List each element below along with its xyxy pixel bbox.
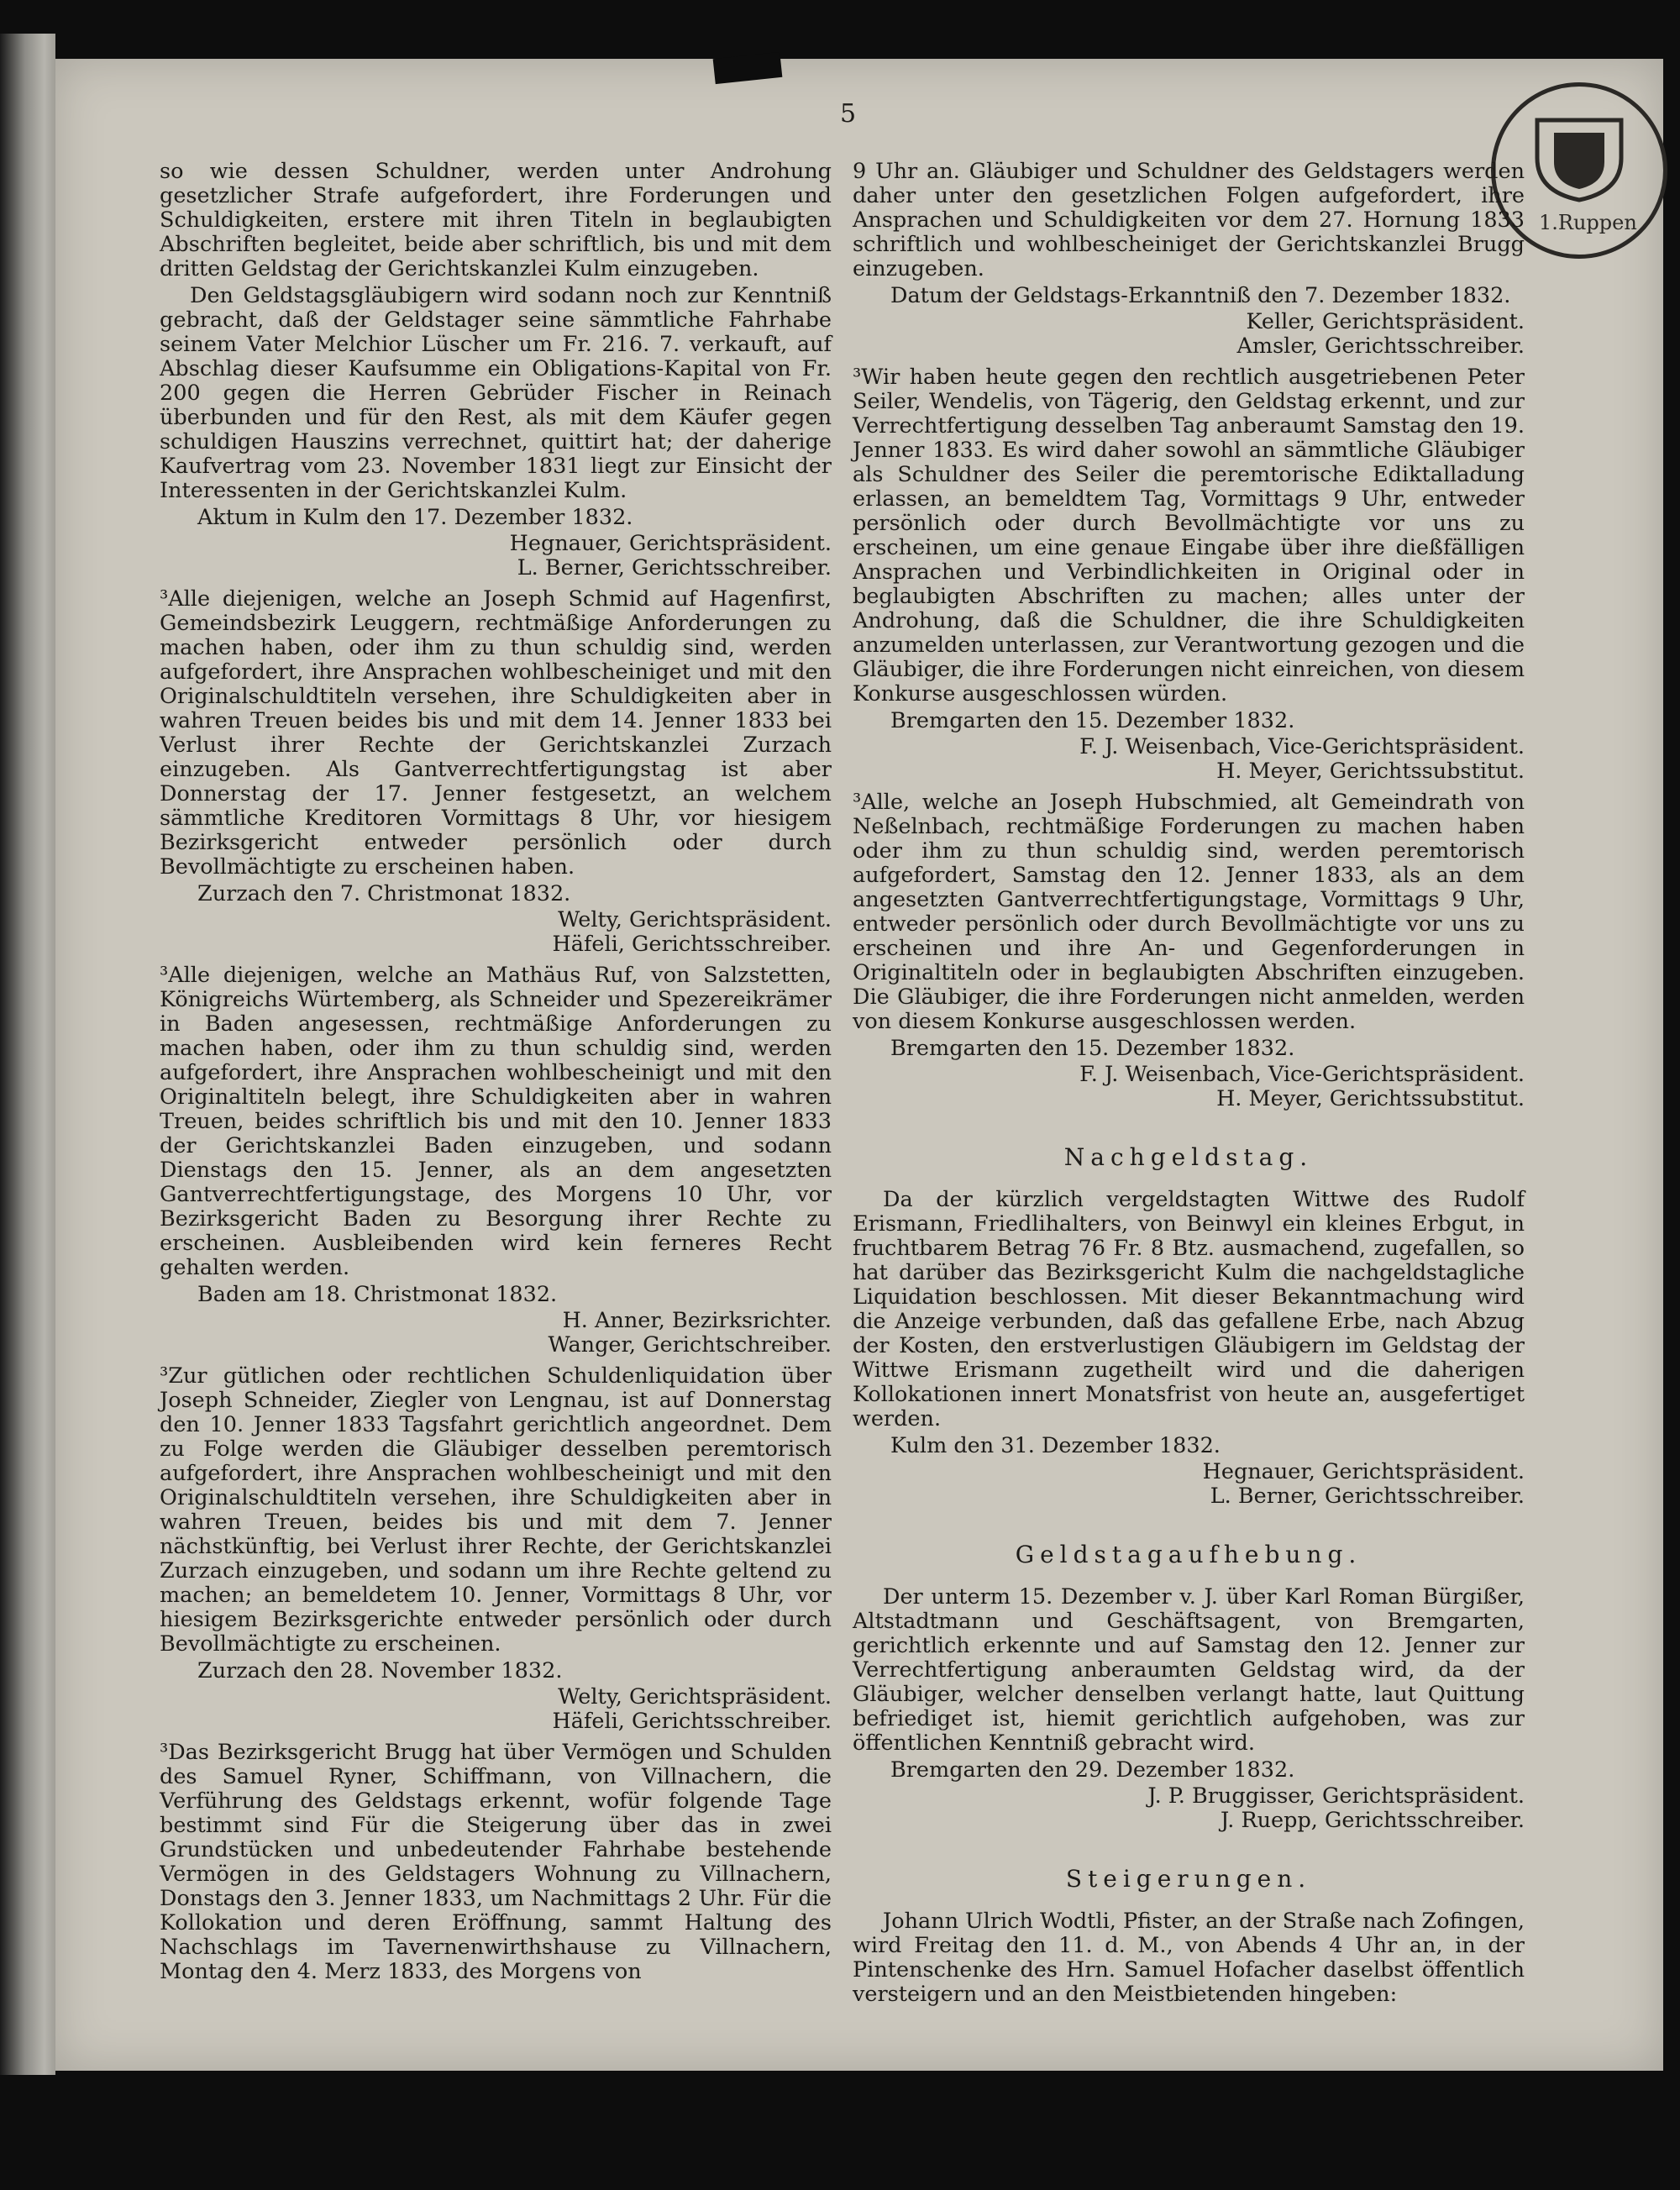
notice-paragraph: ³Alle diejenigen, welche an Mathäus Ruf, von Salzstetten, Königreichs Würtemberg, als Schneider und Spezereikrämer in Baden angesessen, rechtmäßige Anforderungen zu machen haben, oder ihm zu thun schuldig sind, werden aufgefordert, ihre Ansprachen wohlbescheinigt und mit den Originaltiteln belegt, ihre Schuldigkeiten aber in wahren Treuen, beides schriftlich bis und mit den 10. Jenner 1833 der Gerichtskanzlei Baden einzugeben, und sodann Dienstags den 15. Jenner, als an dem angesetzten Gantverrechtfertigungstage, des Morgens 10 Uhr, vor Bezirksgericht Baden zu Besorgung ihrer Rechte zu erscheinen. Ausbleibenden wird kein ferneres Recht gehalten werden.	[160, 963, 832, 1280]
notice-paragraph: ³Alle, welche an Joseph Hubschmied, alt Gemeindrath von Neßelnbach, rechtmäßige Forderungen zu machen haben oder ihm zu thun schuldig sind, werden peremtorisch aufgefordert, Samstag den 12. Jenner 1833, als an dem angesetzten Gantverrechtfertigungstage, Vormittags 9 Uhr, entweder persönlich oder durch Bevollmächtigte vor uns zu erscheinen und ihre An- und Gegenforderungen in Originaltiteln oder in beglaubigten Abschriften einzugeben. Die Gläubiger, die ihre Forderungen nicht anmelden, werden von diesem Konkurse ausgeschlossen werden.	[853, 790, 1525, 1034]
dateline: Bremgarten den 15. Dezember 1832.	[890, 1036, 1295, 1061]
paragraph: so wie dessen Schuldner, werden unter Androhung gesetzlicher Strafe aufgefordert, ihre Forderungen und Schuldigkeiten, erstere mit ihren Titeln in beglaubigten Abschriften begleitet, beide aber schriftlich, bis und mit dem dritten Geldstag der Gerichtskanzlei Kulm einzugeben.	[160, 159, 832, 281]
coat-of-arms-icon	[1520, 112, 1638, 204]
dateline: Datum der Geldstags-Erkanntniß den 7. Dezember 1832.	[890, 283, 1511, 308]
right-column	[853, 160, 1525, 2009]
paragraph: Den Geldstagsgläubigern wird sodann noch zur Kenntniß gebracht, daß der Geldstager seine sämmtliche Fahrhabe seinem Vater Melchior Lüscher um Fr. 216. 7. verkauft, auf Abschlag dieser Kaufsumme ein Obligations-Kapital von Fr. 200 gegen die Herren Gebrüder Fischer in Reinach überbunden und für den Rest, als mit dem Käufer gegen schuldigen Hauszins verrechnet, quittirt hat; der daherige Kaufvertrag vom 23. November 1831 liegt zur Einsicht der Interessenten in der Gerichtskanzlei Kulm.	[160, 283, 832, 503]
signature-line: Häfeli, Gerichtsschreiber.	[552, 932, 832, 957]
signature-line: J. P. Bruggisser, Gerichtspräsident.	[1147, 1783, 1525, 1809]
signature-line: Wanger, Gerichtschreiber.	[548, 1332, 832, 1358]
binding-edge	[0, 34, 55, 2075]
signature-line: L. Berner, Gerichtsschreiber.	[517, 555, 832, 580]
scan-background	[55, 2071, 1663, 2190]
dateline: Kulm den 31. Dezember 1832.	[890, 1433, 1221, 1458]
signature-line: J. Ruepp, Gerichtsschreiber.	[1220, 1808, 1525, 1833]
stamp-text: 1.Ruppen	[1539, 211, 1637, 234]
paragraph: Der unterm 15. Dezember v. J. über Karl Roman Bürgißer, Altstadtmann und Geschäftsagent, von Bremgarten, gerichtlich erkennte und auf Samstag den 12. Jenner zur Verrechtfertigung anberaumten Geldstag wird, da der Gläubiger, welcher denselben verlangt hatte, laut Quittung befriediget ist, hiemit gerichtlich aufgehoben, was zur öffentlichen Kenntniß gebracht wird.	[853, 1584, 1525, 1756]
signature-line: Keller, Gerichtspräsident.	[1246, 309, 1525, 334]
dateline: Zurzach den 28. November 1832.	[197, 1658, 563, 1683]
signature-line: Amsler, Gerichtsschreiber.	[1236, 333, 1525, 359]
notice-paragraph: ³Das Bezirksgericht Brugg hat über Vermögen und Schulden des Samuel Ryner, Schiffmann, von Villnachern, die Verführung des Geldstags erkennt, wofür folgende Tage bestimmt sind Für die Steigerung über das in zwei Grundstücken und unbedeutender Fahrhabe bestehende Vermögen in des Geldstagers Wohnung zu Villnachern, Donstags den 3. Jenner 1833, um Nachmittags 2 Uhr. Für die Kollokation und deren Eröffnung, sammt Haltung des Nachschlags im Tavernenwirthshause zu Villnachern, Montag den 4. Merz 1833, des Morgens von	[160, 1740, 832, 1984]
dateline: Aktum in Kulm den 17. Dezember 1832.	[197, 505, 633, 530]
dateline: Zurzach den 7. Christmonat 1832.	[197, 881, 571, 906]
page-number: 5	[840, 99, 857, 129]
signature-line: Welty, Gerichtspräsident.	[558, 907, 832, 932]
signature-line: Hegnauer, Gerichtspräsident.	[509, 531, 832, 556]
notice-paragraph: ³Zur gütlichen oder rechtlichen Schuldenliquidation über Joseph Schneider, Ziegler von Lengnau, ist auf Donnerstag den 10. Jenner 1833 Tagsfahrt gerichtlich angeordnet. Dem zu Folge werden die Gläubiger desselben peremtorisch aufgefordert, ihre Ansprachen wohlbescheinigt und mit den Originalschuldtiteln versehen, ihre Schuldigkeiten aber in wahren Treuen, beides bis und mit dem 7. Jenner nächstkünftig, bei Verlust ihrer Rechte, der Gerichtskanzlei Zurzach einzugeben, und sodann um ihre Rechte geltend zu machen; an bemeldetem 10. Jenner, Vormittags 8 Uhr, vor hiesigem Bezirksgerichte entweder persönlich oder durch Bevollmächtigte zu erscheinen.	[160, 1363, 832, 1657]
notice-paragraph: ³Wir haben heute gegen den rechtlich ausgetriebenen Peter Seiler, Wendelis, von Tägerig, den Geldstag erkennt, und zur Verrechtfertigung desselben Tag anberaumt Samstag den 19. Jenner 1833. Es wird daher sowohl an sämmtliche Gläubiger als Schuldner des Seiler die peremtorische Ediktalladung erlassen, an bemeldtem Tag, Vormittags 9 Uhr, entweder persönlich oder durch Bevollmächtigte vor uns zu erscheinen, um eine genaue Eingabe über ihre dießfälligen Ansprachen und Verbindlichkeiten in Original oder in beglaubigten Abschriften zu machen; alles unter der Androhung, daß die Schuldner, die ihre Schuldigkeiten anzumelden unterlassen, zur Verantwortung gezogen und die Gläubiger, die ihre Forderungen nicht einreichen, von diesem Konkurse ausgeschlossen würden.	[853, 365, 1525, 706]
signature-line: F. J. Weisenbach, Vice-Gerichtspräsident.	[1079, 734, 1525, 759]
paragraph: Johann Ulrich Wodtli, Pfister, an der Straße nach Zofingen, wird Freitag den 11. d. M., von Abends 4 Uhr an, in der Pintenschenke des Hrn. Samuel Hofacher daselbst öffentlich versteigern und an den Meistbietenden hingeben:	[853, 1909, 1525, 2007]
dateline: Baden am 18. Christmonat 1832.	[197, 1282, 558, 1307]
signature-line: H. Anner, Bezirksrichter.	[562, 1308, 832, 1333]
signature-line: Häfeli, Gerichtsschreiber.	[552, 1709, 832, 1734]
dateline: Bremgarten den 15. Dezember 1832.	[890, 708, 1295, 733]
paragraph: Da der kürzlich vergeldstagten Wittwe des Rudolf Erismann, Friedlihalters, von Beinwyl ein kleines Erbgut, in fruchtbarem Betrag 76 Fr. 8 Btz. ausmachend, zugefallen, so hat darüber das Bezirksgericht Kulm die nachgeldstagliche Liquidation beschlossen. Mit dieser Bekanntmachung wird die Anzeige verbunden, daß das gefallene Erbe, nach Abzug der Kosten, den erstverlustigen Gläubigern im Geldstag der Wittwe Erismann zugetheilt wird und die daherigen Kollokationen innert Monatsfrist von heute an, ausgefertiget werden.	[853, 1187, 1525, 1431]
signature-line: H. Meyer, Gerichtssubstitut.	[1216, 759, 1525, 784]
dateline: Bremgarten den 29. Dezember 1832.	[890, 1757, 1295, 1783]
section-heading: Geldstagaufhebung.	[1015, 1541, 1362, 1568]
section-heading: Nachgeldstag.	[1063, 1143, 1314, 1171]
notice-paragraph: ³Alle diejenigen, welche an Joseph Schmid auf Hagenfirst, Gemeindsbezirk Leuggern, rechtmäßige Anforderungen zu machen haben, oder ihm zu thun schuldig sind, werden aufgefordert, ihre Ansprachen wohlbescheiniget und mit den Originalschuldtiteln versehen, ihre Schuldigkeiten aber in wahren Treuen beides bis und mit dem 14. Jenner 1833 bei Verlust ihrer Rechte der Gerichtskanzlei Zurzach einzugeben. Als Gantverrechtfertigungstag ist aber Donnerstag der 17. Jenner festgesetzt, an welchem sämmtliche Kreditoren Vormittags 8 Uhr, vor hiesigem Bezirksgericht entweder persönlich oder durch Bevollmächtigte zu erscheinen haben.	[160, 586, 832, 880]
signature-line: L. Berner, Gerichtsschreiber.	[1210, 1484, 1525, 1509]
left-column	[160, 160, 832, 1987]
signature-line: H. Meyer, Gerichtssubstitut.	[1216, 1086, 1525, 1111]
section-heading: Steigerungen.	[1065, 1865, 1312, 1893]
signature-line: F. J. Weisenbach, Vice-Gerichtspräsident.	[1079, 1062, 1525, 1087]
paragraph: 9 Uhr an. Gläubiger und Schuldner des Geldstagers werden daher unter den gesetzlichen Folgen aufgefordert, ihre Ansprachen und Schuldigkeiten vor dem 27. Hornung 1833 schriftlich und wohlbescheiniget der Gerichtskanzlei Brugg einzugeben.	[853, 159, 1525, 281]
signature-line: Hegnauer, Gerichtspräsident.	[1202, 1459, 1525, 1484]
signature-line: Welty, Gerichtspräsident.	[558, 1684, 832, 1709]
